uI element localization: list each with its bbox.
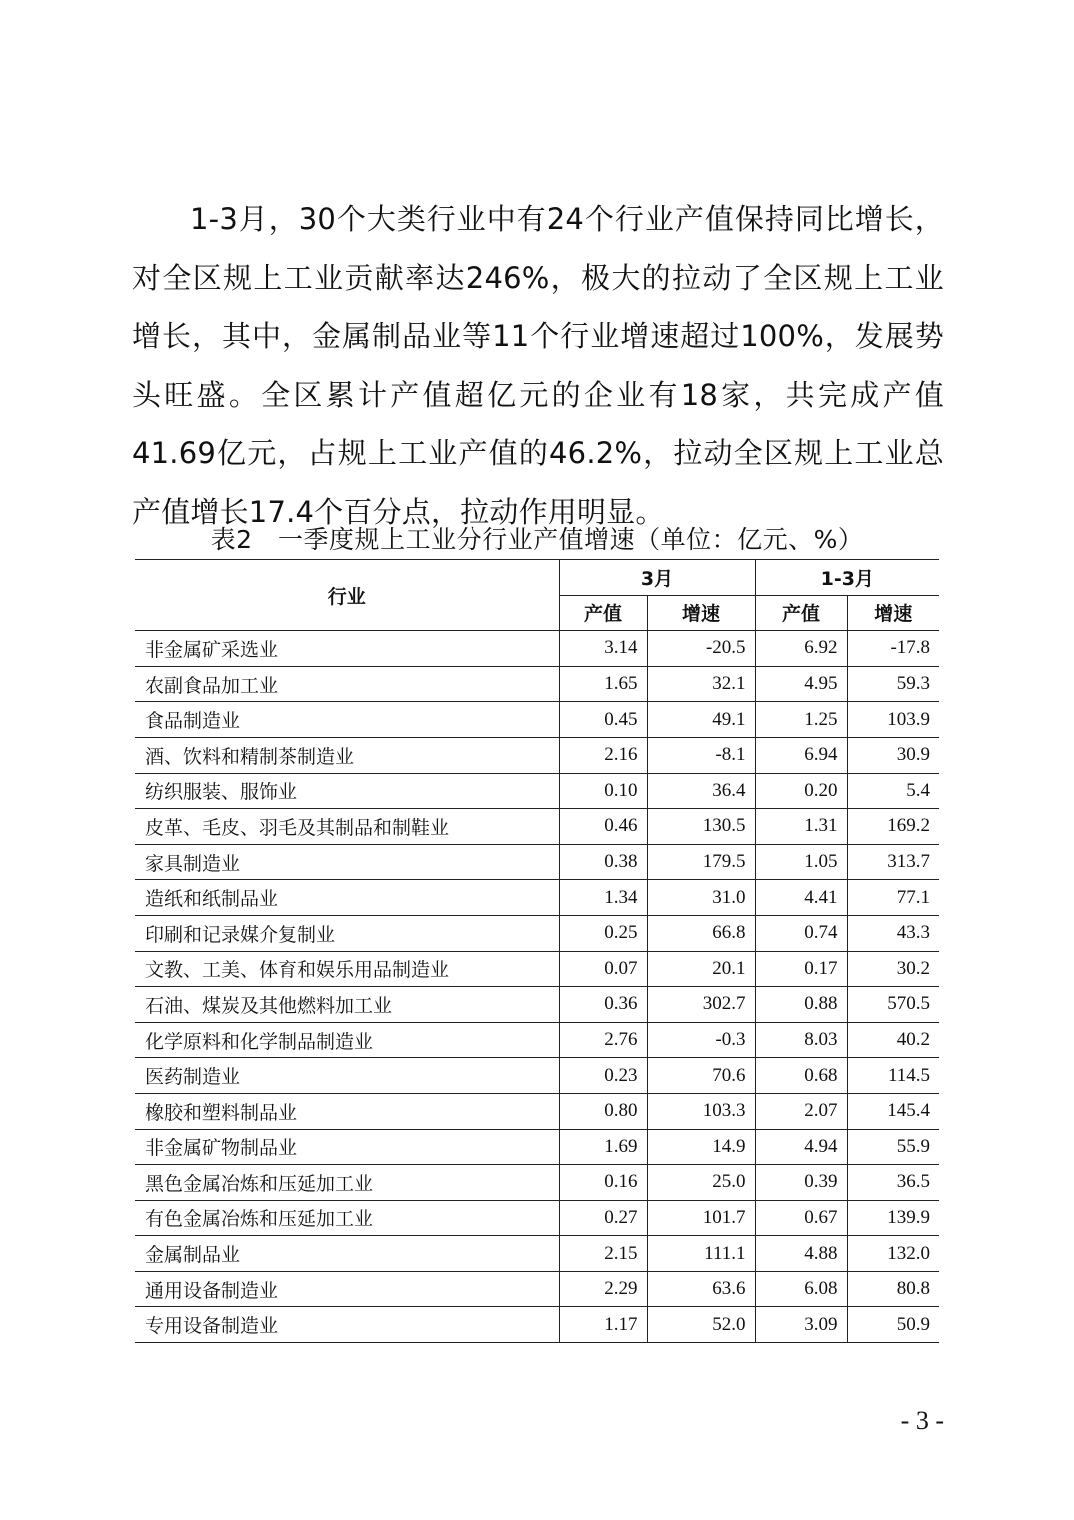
- march-value: 0.16: [559, 1165, 647, 1201]
- march-value: 0.38: [559, 844, 647, 880]
- table-row: [135, 1307, 939, 1343]
- q1-value: 1.31: [755, 809, 847, 845]
- industry-name: 金属制品业: [135, 1236, 559, 1272]
- industry-name: 皮革、毛皮、羽毛及其制品和制鞋业: [135, 809, 559, 845]
- industry-name: 印刷和记录媒介复制业: [135, 915, 559, 951]
- industry-name: 通用设备制造业: [135, 1271, 559, 1307]
- march-value: 0.46: [559, 809, 647, 845]
- table-row: [135, 880, 939, 916]
- march-value: 2.16: [559, 737, 647, 773]
- industry-name: 医药制造业: [135, 1058, 559, 1094]
- industry-name: 化学原料和化学制品制造业: [135, 1022, 559, 1058]
- march-value: 1.69: [559, 1129, 647, 1165]
- march-growth: 66.8: [647, 915, 755, 951]
- march-growth: -0.3: [647, 1022, 755, 1058]
- q1-value: 0.74: [755, 915, 847, 951]
- industry-name: 食品制造业: [135, 702, 559, 738]
- march-value: 0.10: [559, 773, 647, 809]
- march-growth: 103.3: [647, 1093, 755, 1129]
- table-row: [135, 666, 939, 702]
- q1-growth: 145.4: [847, 1093, 939, 1129]
- page-number: - 3 -: [900, 1406, 944, 1435]
- q1-value: 0.67: [755, 1200, 847, 1236]
- q1-value: 6.08: [755, 1271, 847, 1307]
- march-growth: 14.9: [647, 1129, 755, 1165]
- table-row: [135, 773, 939, 809]
- table-row: [135, 809, 939, 845]
- q1-growth: 50.9: [847, 1307, 939, 1343]
- table-row: [135, 1129, 939, 1165]
- industry-name: 橡胶和塑料制品业: [135, 1093, 559, 1129]
- q1-growth: 114.5: [847, 1058, 939, 1094]
- table-body: [135, 631, 939, 1343]
- march-growth: -20.5: [647, 631, 755, 667]
- march-value: 0.25: [559, 915, 647, 951]
- q1-value: 4.88: [755, 1236, 847, 1272]
- q1-value: 1.25: [755, 702, 847, 738]
- q1-value: 0.20: [755, 773, 847, 809]
- q1-growth: -17.8: [847, 631, 939, 667]
- q1-growth: 30.2: [847, 951, 939, 987]
- header-industry: 行业: [135, 560, 559, 631]
- march-value: 2.76: [559, 1022, 647, 1058]
- table-row: [135, 951, 939, 987]
- q1-growth: 77.1: [847, 880, 939, 916]
- table-row: [135, 1271, 939, 1307]
- industry-name: 黑色金属冶炼和压延加工业: [135, 1165, 559, 1201]
- q1-value: 4.94: [755, 1129, 847, 1165]
- q1-growth: 103.9: [847, 702, 939, 738]
- table-row: [135, 1236, 939, 1272]
- q1-value: 6.92: [755, 631, 847, 667]
- march-value: 0.07: [559, 951, 647, 987]
- q1-growth: 59.3: [847, 666, 939, 702]
- industry-name: 酒、饮料和精制茶制造业: [135, 737, 559, 773]
- industry-name: 纺织服装、服饰业: [135, 773, 559, 809]
- march-growth: 20.1: [647, 951, 755, 987]
- table-row: [135, 844, 939, 880]
- q1-value: 4.95: [755, 666, 847, 702]
- table-row: [135, 987, 939, 1023]
- table-row: [135, 702, 939, 738]
- q1-value: 6.94: [755, 737, 847, 773]
- industry-name: 造纸和纸制品业: [135, 880, 559, 916]
- q1-growth: 139.9: [847, 1200, 939, 1236]
- header-march-value: 产值: [559, 595, 647, 631]
- table-title: 表2 一季度规上工业分行业产值增速（单位：亿元、%）: [210, 525, 864, 554]
- table-row: [135, 1093, 939, 1129]
- header-q1: 1-3月: [755, 560, 939, 596]
- march-growth: 36.4: [647, 773, 755, 809]
- industry-name: 农副食品加工业: [135, 666, 559, 702]
- industry-output-table: [135, 559, 939, 1343]
- body-paragraph: 1-3月，30个大类行业中有24个行业产值保持同比增长，对全区规上工业贡献率达246%，极大的拉动了全区规上工业增长，其中，金属制品业等11个行业增速超过100%，发展势头旺盛。全区累计产值超亿元的企业有18家，共完成产值41.69亿元，占规上工业产值的46.2%，拉动全区规上工业总产值增长17.4个百分点，拉动作用明显。: [132, 202, 944, 529]
- march-value: 1.17: [559, 1307, 647, 1343]
- march-value: 3.14: [559, 631, 647, 667]
- march-growth: 25.0: [647, 1165, 755, 1201]
- q1-value: 0.17: [755, 951, 847, 987]
- q1-growth: 36.5: [847, 1165, 939, 1201]
- industry-name: 专用设备制造业: [135, 1307, 559, 1343]
- industry-name: 非金属矿采选业: [135, 631, 559, 667]
- march-value: 1.34: [559, 880, 647, 916]
- industry-name: 非金属矿物制品业: [135, 1129, 559, 1165]
- header-march-growth: 增速: [647, 595, 755, 631]
- march-value: 0.36: [559, 987, 647, 1023]
- q1-value: 0.39: [755, 1165, 847, 1201]
- march-growth: -8.1: [647, 737, 755, 773]
- march-growth: 130.5: [647, 809, 755, 845]
- q1-value: 0.88: [755, 987, 847, 1023]
- table-row: [135, 631, 939, 667]
- industry-name: 石油、煤炭及其他燃料加工业: [135, 987, 559, 1023]
- q1-value: 3.09: [755, 1307, 847, 1343]
- march-growth: 52.0: [647, 1307, 755, 1343]
- industry-name: 文教、工美、体育和娱乐用品制造业: [135, 951, 559, 987]
- table-row: [135, 1200, 939, 1236]
- march-value: 1.65: [559, 666, 647, 702]
- q1-growth: 5.4: [847, 773, 939, 809]
- q1-growth: 55.9: [847, 1129, 939, 1165]
- march-growth: 31.0: [647, 880, 755, 916]
- table-row: [135, 915, 939, 951]
- q1-growth: 80.8: [847, 1271, 939, 1307]
- march-value: 2.29: [559, 1271, 647, 1307]
- q1-value: 4.41: [755, 880, 847, 916]
- march-value: 0.45: [559, 702, 647, 738]
- header-q1-growth: 增速: [847, 595, 939, 631]
- header-q1-value: 产值: [755, 595, 847, 631]
- q1-growth: 313.7: [847, 844, 939, 880]
- table-row: [135, 737, 939, 773]
- q1-value: 0.68: [755, 1058, 847, 1094]
- march-growth: 63.6: [647, 1271, 755, 1307]
- q1-growth: 570.5: [847, 987, 939, 1023]
- industry-name: 家具制造业: [135, 844, 559, 880]
- table-row: [135, 1022, 939, 1058]
- industry-name: 有色金属冶炼和压延加工业: [135, 1200, 559, 1236]
- march-growth: 101.7: [647, 1200, 755, 1236]
- q1-value: 2.07: [755, 1093, 847, 1129]
- march-growth: 111.1: [647, 1236, 755, 1272]
- march-value: 0.27: [559, 1200, 647, 1236]
- march-growth: 70.6: [647, 1058, 755, 1094]
- march-growth: 302.7: [647, 987, 755, 1023]
- q1-growth: 40.2: [847, 1022, 939, 1058]
- march-value: 2.15: [559, 1236, 647, 1272]
- q1-growth: 132.0: [847, 1236, 939, 1272]
- table-row: [135, 1058, 939, 1094]
- march-value: 0.80: [559, 1093, 647, 1129]
- q1-growth: 30.9: [847, 737, 939, 773]
- march-growth: 179.5: [647, 844, 755, 880]
- header-march: 3月: [559, 560, 755, 596]
- q1-growth: 43.3: [847, 915, 939, 951]
- march-growth: 49.1: [647, 702, 755, 738]
- q1-value: 1.05: [755, 844, 847, 880]
- march-value: 0.23: [559, 1058, 647, 1094]
- march-growth: 32.1: [647, 666, 755, 702]
- table-row: [135, 1165, 939, 1201]
- q1-value: 8.03: [755, 1022, 847, 1058]
- q1-growth: 169.2: [847, 809, 939, 845]
